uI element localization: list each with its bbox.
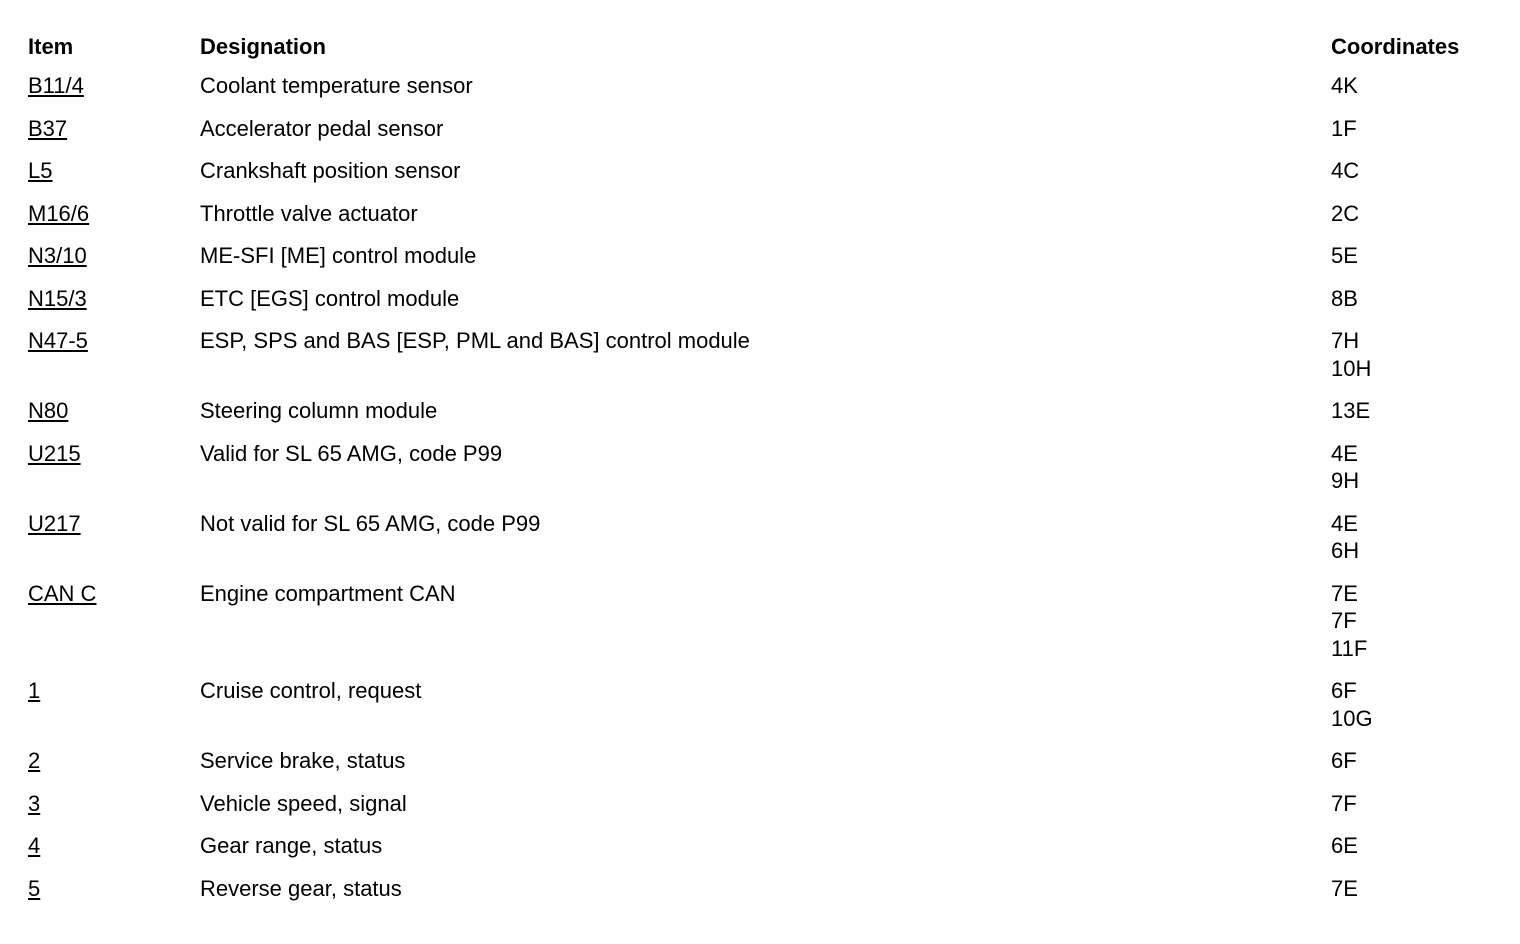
coordinate-value: 7E (1331, 580, 1358, 606)
table-row (28, 677, 1498, 747)
designation-cell: Cruise control, request (200, 678, 422, 703)
table-body (28, 72, 1498, 917)
designation-cell: Engine compartment CAN (200, 580, 456, 606)
coordinate-value: 10G (1331, 705, 1373, 731)
coordinates-cell (1331, 580, 1498, 678)
legend-table (28, 30, 1498, 917)
designation-cell: Crankshaft position sensor (200, 158, 461, 183)
table-row (28, 285, 1498, 328)
coordinate-value: 9H (1331, 468, 1360, 493)
coordinates-cell (1331, 747, 1498, 790)
coordinates-column-header: Coordinates (1331, 34, 1460, 59)
coordinate-value: 6F (1331, 678, 1357, 703)
item-cell (28, 157, 200, 200)
item-link[interactable]: N80 (28, 398, 69, 423)
table-row (28, 440, 1498, 510)
table-header (28, 30, 1498, 72)
coordinates-cell (1331, 200, 1498, 243)
coordinates-cell (1331, 397, 1498, 440)
coordinate-value: 2C (1331, 200, 1360, 226)
coordinate-value: 5E (1331, 243, 1358, 268)
table-row (28, 157, 1498, 200)
coordinates-cell (1331, 875, 1498, 918)
item-cell (28, 580, 200, 678)
table-row (28, 832, 1498, 875)
item-link[interactable]: B37 (28, 115, 68, 141)
item-cell (28, 832, 200, 875)
item-cell (28, 397, 200, 440)
coordinate-value: 6F (1331, 748, 1357, 773)
coordinate-value: 6H (1331, 538, 1360, 563)
coordinate-value: 4E (1331, 510, 1358, 536)
coordinates-cell (1331, 285, 1498, 328)
item-link[interactable]: L5 (28, 158, 53, 183)
table-row (28, 242, 1498, 285)
item-link[interactable]: 3 (28, 790, 41, 816)
table-row (28, 327, 1498, 397)
item-link[interactable]: CAN C (28, 580, 97, 606)
coordinates-cell (1331, 115, 1498, 158)
item-link[interactable]: N15/3 (28, 285, 87, 311)
table-row (28, 580, 1498, 678)
item-column-header: Item (28, 34, 74, 59)
item-link[interactable]: 5 (28, 875, 41, 901)
item-cell (28, 677, 200, 747)
designation-cell: Gear range, status (200, 833, 383, 858)
coordinates-cell (1331, 327, 1498, 397)
coordinate-value: 13E (1331, 398, 1371, 423)
table-row (28, 72, 1498, 115)
item-link[interactable]: N47-5 (28, 328, 88, 353)
item-cell (28, 875, 200, 918)
designation-cell: Accelerator pedal sensor (200, 115, 444, 141)
item-cell (28, 200, 200, 243)
item-link[interactable]: U217 (28, 510, 81, 536)
designation-cell: Valid for SL 65 AMG, code P99 (200, 440, 503, 466)
item-cell (28, 790, 200, 833)
designation-cell: Service brake, status (200, 748, 406, 773)
coordinate-value: 8B (1331, 285, 1358, 311)
coordinates-cell (1331, 157, 1498, 200)
coordinate-value: 7F (1331, 608, 1357, 633)
designation-cell: ME-SFI [ME] control module (200, 243, 477, 268)
item-link[interactable]: 2 (28, 748, 41, 773)
coordinate-value: 1F (1331, 115, 1357, 141)
coordinate-value: 4C (1331, 158, 1360, 183)
coordinates-cell (1331, 440, 1498, 510)
designation-cell: Throttle valve actuator (200, 200, 418, 226)
item-link[interactable]: N3/10 (28, 243, 87, 268)
header-row (28, 30, 1498, 72)
table-row (28, 510, 1498, 580)
coordinate-value: 6E (1331, 833, 1358, 858)
designation-cell: Coolant temperature sensor (200, 73, 473, 98)
item-cell (28, 115, 200, 158)
coordinate-value: 7E (1331, 875, 1358, 901)
table-row (28, 115, 1498, 158)
table-row (28, 790, 1498, 833)
coordinates-cell (1331, 242, 1498, 285)
designation-cell: Vehicle speed, signal (200, 790, 407, 816)
designation-cell: Steering column module (200, 398, 438, 423)
table-row (28, 747, 1498, 790)
coordinate-value: 4K (1331, 73, 1358, 98)
item-cell (28, 72, 200, 115)
designation-cell: ETC [EGS] control module (200, 285, 460, 311)
table-row (28, 397, 1498, 440)
item-cell (28, 747, 200, 790)
item-cell (28, 510, 200, 580)
designation-cell: Not valid for SL 65 AMG, code P99 (200, 510, 541, 536)
table-row (28, 875, 1498, 918)
coordinate-value: 4E (1331, 440, 1358, 466)
designation-cell: Reverse gear, status (200, 875, 402, 901)
item-cell (28, 285, 200, 328)
item-cell (28, 242, 200, 285)
coordinates-cell (1331, 510, 1498, 580)
item-link[interactable]: 1 (28, 678, 41, 703)
coordinate-value: 7F (1331, 790, 1357, 816)
item-link[interactable]: 4 (28, 833, 41, 858)
coordinates-cell (1331, 832, 1498, 875)
coordinate-value: 7H (1331, 328, 1360, 353)
coordinate-value: 10H (1331, 355, 1372, 381)
item-link[interactable]: U215 (28, 440, 81, 466)
item-cell (28, 440, 200, 510)
item-link[interactable]: M16/6 (28, 200, 90, 226)
designation-column-header: Designation (200, 34, 326, 59)
item-link[interactable]: B11/4 (28, 73, 84, 98)
table-row (28, 200, 1498, 243)
coordinates-cell (1331, 677, 1498, 747)
coordinates-cell (1331, 72, 1498, 115)
designation-cell: ESP, SPS and BAS [ESP, PML and BAS] control module (200, 328, 750, 353)
item-cell (28, 327, 200, 397)
coordinates-cell (1331, 790, 1498, 833)
coordinate-value: 11F (1331, 635, 1368, 661)
